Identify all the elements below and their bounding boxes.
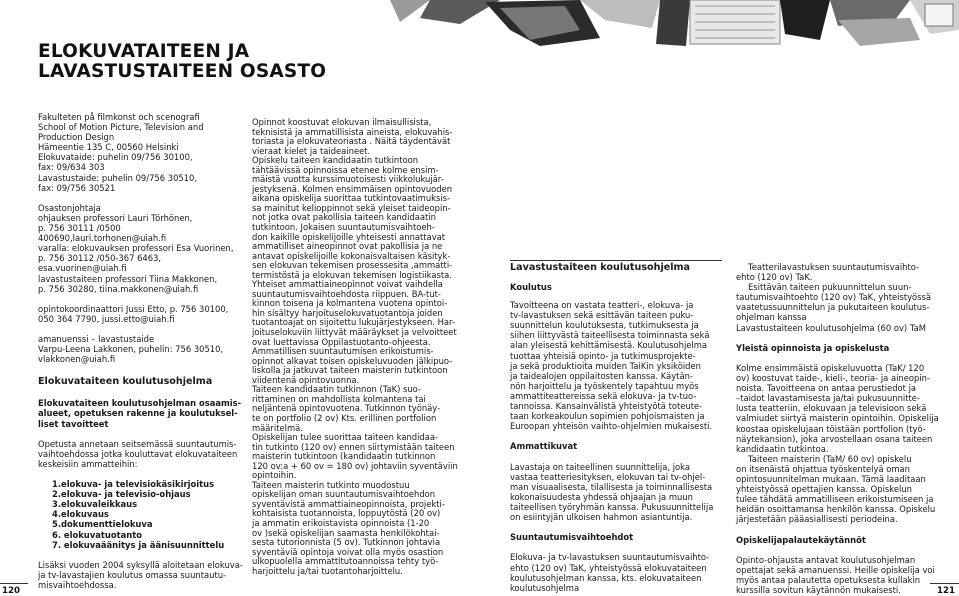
- body-line: näytekansion), joka arvostellaan osana taiteen: [736, 433, 933, 444]
- body-line: suunnittelun koulutuksesta, tutkimuksesta ja: [510, 320, 699, 331]
- contact-line: Osastonjohtaja: [38, 202, 101, 213]
- body-line: termistöstä ja elokuvan tekemisen logistiikasta.: [252, 269, 452, 280]
- coordinator-line: opintokoordinaattori Jussi Etto, p. 756 30100,: [38, 303, 229, 314]
- footer-rule-right: [930, 583, 959, 584]
- intro-line: Opetusta annetaan seitsemässä suuntautumis-: [38, 438, 237, 449]
- subheading-koulutus: Koulutus: [510, 282, 552, 292]
- body-line: tuotantoajat on sijoitettu lukujärjestykseen. Har-: [252, 317, 455, 328]
- subheading-ammattikuvat: Ammattikuvat: [510, 441, 578, 452]
- body-line: Lavastustaiteen koulutusohjelma (60 ov) TaM: [736, 322, 926, 333]
- body-line: tutkintoon. Jokaisen suuntautumisvaihtoeh-: [252, 222, 435, 233]
- page-number-right: 121: [937, 586, 955, 596]
- palaute-paragraph: [736, 555, 952, 595]
- body-line: ammattiteattereissa sekä elokuva- ja tv-tuo-: [510, 390, 697, 401]
- list-item: 1.elokuva- ja televisiokäsikirjoitus: [52, 479, 215, 490]
- body-line: Elokuva- ja tv-lavastuksen suuntautumisvaihto-: [510, 552, 710, 563]
- contact-line: varalla: elokuvauksen professori Esa Vuorinen,: [38, 243, 234, 254]
- body-line: taiteellisen työryhmän kanssa. Pukusuunnittelija: [510, 501, 714, 512]
- contact-line: p. 756 30112 /050-367 6463, esa.vuorinen@uiah.fi: [38, 253, 162, 274]
- address-line: fax: 09/634 303: [38, 162, 105, 173]
- closing-line: ja tv-lavastajien koulutus omassa suuntautu-: [38, 569, 227, 580]
- body-line: teknisistä ja ammatillisista aineista, elokuvahis-: [252, 126, 453, 137]
- body-line: –taidot lavastamisesta ja/tai pukusuunnitte-: [736, 393, 920, 404]
- body-line: myös antaa palautetta opetuksesta kullakin: [736, 574, 921, 585]
- body-line: opinnot alkavat toisen opiskeluvuoden jälkipuo-: [252, 355, 453, 366]
- list-item: 3.elokuvaleikkaus: [52, 499, 138, 510]
- body-line: neljäntenä opintovuotena. Tutkinnon työnäy-: [252, 403, 441, 414]
- page-title: [38, 42, 368, 82]
- body-line: toriasta ja elokuvateoriasta . Näitä täydentävät: [252, 136, 451, 147]
- intro-line: vaihtoehdossa jotka kouluttavat elokuvataiteen: [38, 448, 238, 459]
- list-item: 7. elokuvaäänitys ja äänisuunnittelu: [52, 539, 225, 550]
- body-line: ovat luettavissa Oppilastuotanto-ohjeesta.: [252, 336, 431, 347]
- body-line: määritelmä.: [252, 422, 303, 433]
- body-line: ov) koostuvat taide-, kieli-, teoria- ja aineopin-: [736, 373, 930, 384]
- body-line: ov )sekä opiskelijan saamasta henkilökohtai-: [252, 527, 440, 538]
- body-line: Esittävän taiteen pukuunnittelun suun-: [748, 282, 912, 293]
- body-line: don kaikille opiskelijoille yhteisesti annattavat: [252, 231, 446, 242]
- body-line: Lavastaja on taiteellinen suunnittelija, joka: [510, 461, 690, 472]
- koulutus-paragraph: [510, 300, 728, 431]
- body-line: ulkopuolella ammattitutoannoissa tehty työ-: [252, 556, 439, 567]
- body-line: 120 ov:a + 60 ov = 180 ov) johtaviin syventäviin: [252, 460, 458, 471]
- lead-line: alueet, opetuksen rakenne ja koulutuksel-: [38, 408, 238, 419]
- photo-collage: [390, 0, 959, 52]
- section-heading-film: Elokuvataiteen koulutusohjelma: [38, 376, 213, 388]
- lead-line: Elokuvataiteen koulutusohjelman osaamis-: [38, 398, 242, 409]
- header-photo-strip: [390, 0, 959, 52]
- address-line: Elokuvataide: puhelin 09/756 30100,: [38, 152, 193, 163]
- coordinator-block: [38, 304, 243, 324]
- column-3: [510, 262, 728, 593]
- intro-paragraph: [38, 439, 243, 469]
- body-line: Taiteen kandidaatin tutkinnon (TaK) suo-: [252, 384, 421, 395]
- body-line: man visuaalisesta, tilallisesta ja toiminnallisesta: [510, 481, 713, 492]
- subheading-suuntautumis: Suuntautumisvaihtoehdot: [510, 532, 634, 543]
- body-line: sen elokuvan tekemisen prosessesita ,ammatti-: [252, 260, 453, 271]
- address-block: [38, 112, 243, 193]
- address-line: Lavastustaide: puhelin 09/756 30510,: [38, 172, 198, 183]
- amanuensis-block: [38, 334, 243, 364]
- body-line: on esiintyjän ulkoisen hahmon asiantuntija.: [510, 512, 693, 523]
- address-line: School of Motion Picture, Television and: [38, 122, 204, 133]
- body-line: liskolla ja jatkuvat taiteen maisterin tutkintoon: [252, 365, 448, 376]
- body-line: opintosuunnitelman mukaan. Tämä laaditaan: [736, 473, 926, 484]
- body-line: Ammatillisen suuntautumisen erikoistumis-: [252, 346, 434, 357]
- section-heading-scenography: Lavastustaiteen koulutusohjelma: [510, 262, 691, 273]
- contact-line: ohjauksen professori Lauri Törhönen,: [38, 212, 193, 223]
- footer-rule-left: [0, 583, 28, 584]
- body-line: vaatetussuunnittelun ja pukutaiteen koulutus-: [736, 302, 930, 313]
- body-line: maisterin tutkintoon (kandidaatin tutkinnon: [252, 451, 436, 462]
- body-line: kandidaatin tutkintoa.: [736, 443, 829, 454]
- body-line: tautumisvaihtoehto (120 ov) TaK, yhteistyössä: [736, 292, 932, 303]
- body-line: ehto (120 ov) TaK.: [736, 272, 813, 283]
- closing-paragraph: [38, 560, 243, 590]
- body-line: siihen liittyvästä taiteellisesta toiminnasta sekä: [510, 330, 710, 341]
- body-line: lusta teatteriin, elokuvaan ja televisioon sekä: [736, 403, 927, 414]
- contact-line: p. 756 30280, tiina.makkonen@uiah.fi: [38, 283, 199, 294]
- section-rule: [510, 260, 722, 261]
- body-line: ehto (120 ov) TaK, yhteistyössä elokuvataiteen: [510, 562, 707, 573]
- body-line: koulutusohjelman kanssa, kts. elokuvataiteen: [510, 572, 702, 583]
- address-line: Production Design: [38, 132, 115, 143]
- body-line: syventäviä opintoja voivat olla myös osastion: [252, 546, 444, 557]
- address-line: Fakulteten på filmkonst och scenografi: [38, 112, 200, 122]
- body-line: taan korkeakoulun sopimien pohjoismaisten ja: [510, 411, 705, 422]
- amanuensis-line: amanuenssi – lavastustaide: [38, 334, 155, 345]
- amanuensis-line: vlakkonen@uiah.fi: [38, 354, 116, 365]
- body-line: jestyksenä. Kolmen ensimmäisen opintovuoden: [252, 183, 453, 194]
- address-line: fax: 09/756 30521: [38, 182, 116, 193]
- body-line: kinnon toisena ja kolmantena vuotena opintoi-: [252, 298, 448, 309]
- list-item: 2.elokuva- ja televisio-ohjaus: [52, 489, 191, 500]
- body-line: antavat opiskelijoille kokonaisvaltaisen käsityk-: [252, 250, 451, 261]
- body-line: nön harjoittelu ja työskentely tapahtuu myös: [510, 380, 699, 391]
- column-2: [252, 118, 464, 576]
- body-line: suuntautumisvaihtoehdosta riippuen. BA-tut-: [252, 288, 441, 299]
- body-line: on itsenäistä ohjattua työskentelyä oman: [736, 463, 910, 474]
- body-line: Euroopan yhteisön vaihto-ohjelmien mukaisesti.: [510, 421, 713, 432]
- body-line: Opinnot koostuvat elokuvan ilmaisullisista,: [252, 117, 432, 127]
- col4-top-paragraph: [736, 262, 952, 333]
- body-line: järjestetään pääasiallisesti periodeina.: [736, 514, 898, 525]
- body-line: kokonaisuudesta yhdessä ohjaajan ja muun: [510, 491, 693, 502]
- body-line: tv-lavastuksen sekä esittävän taiteen puku-: [510, 310, 694, 321]
- body-line: koostaa opiskelujaan töistään portfolion (työ-: [736, 423, 926, 434]
- body-line: Yhteiset ammattiaineopinnot voivat vaihdella: [252, 279, 443, 290]
- body-line: opiskelijan oman suuntautumisvaihtoehdon: [252, 489, 436, 500]
- body-line: Opinto-ohjausta antavat koulutusohjelman: [736, 554, 916, 565]
- body-line: Kolme ensimmäistä opiskeluvuotta (TaK/ 120: [736, 362, 925, 373]
- body-line: yhteistyössä opettajien kanssa. Opiskelun: [736, 484, 912, 495]
- body-line: kohtaisista tuotannoista, loppuytöstä (20 ov): [252, 508, 441, 519]
- contact-line: lavastustaiteen professori Tiina Makkonen,: [38, 273, 218, 284]
- list-item: 5.dokumenttielokuva: [52, 519, 153, 530]
- body-line: kurssilla sovitun käytännön mukaisesti.: [736, 585, 901, 595]
- body-line: sa mainitut kelioppinnot sekä yleiset taideopin-: [252, 202, 451, 213]
- body-line: vastaa teatteriesityksen, elokuvan tai tv-ohjel-: [510, 471, 706, 482]
- column-4: [736, 262, 952, 595]
- body-line: tannoissa. Kansainvälistä yhteistyötä toteute-: [510, 401, 703, 412]
- body-line: alan yleisestä kehittämisestä. Koulutusohjelma: [510, 340, 708, 351]
- contacts-block: [38, 203, 243, 294]
- lead-line: liset tavoitteet: [38, 418, 109, 429]
- body-line: Tavoitteena on vastata teatteri-, elokuva- ja: [510, 300, 694, 311]
- body-line: ammatilliset aineopinnot ovat pakollisia ja ne: [252, 241, 443, 252]
- body-line: opettajat sekä amanuenssi. Heille opiskelija voi: [736, 564, 935, 575]
- body-line: tulee tähdätä ammatilliseen erikoistumiseen ja: [736, 494, 934, 505]
- body-line: aikana opiskelija suorittaa tutkintovaatimuksis-: [252, 193, 451, 204]
- closing-line: Lisäksi vuoden 2004 syksyllä aloitetaan elokuva-: [38, 559, 243, 570]
- yleista-paragraph: [736, 363, 952, 525]
- body-line: opintoihin.: [252, 470, 297, 481]
- body-line: ohjelman kanssa: [736, 312, 807, 323]
- body-line: vieraat kielet ja taideaineet.: [252, 145, 371, 156]
- body-line: ja sekä produktioita muiden TaiKin yksiköiden: [510, 360, 701, 371]
- body-line: te on portfolio (2 ov) Kts. erillinen portfolion: [252, 412, 437, 423]
- suunta-paragraph: [510, 552, 728, 592]
- body-line: Opiskelijan tulee suorittaa taiteen kandidaa-: [252, 432, 439, 443]
- closing-line: misvaihtoehdossa.: [38, 580, 117, 591]
- contact-line: p. 756 30111 /0500 400690,lauri.torhonen@uiah.fi: [38, 223, 167, 244]
- body-line: Taiteen maisterin (TaM/ 60 ov) opiskelu: [748, 453, 912, 464]
- body-line: valmiudet siirtyä maisterin opintoihin. Opiskelija: [736, 413, 939, 424]
- column-1: [38, 112, 243, 590]
- body-line: heidän osoittamansa henkilön kanssa. Opiskelu: [736, 504, 936, 515]
- body-line: sesta tutorionnista (5 ov). Tutkinnon johtavia: [252, 537, 441, 548]
- body-line: koulutusohjelma: [510, 582, 580, 593]
- body-line: hin sisältyy harjoituselokuvatuotantoja joiden: [252, 307, 443, 318]
- body-line: viidentenä opintovuonna.: [252, 374, 360, 385]
- amanuensis-line: Varpu-Leena Lakkonen, puhelin: 756 30510,: [38, 344, 224, 355]
- body-line: Opiskelu taiteen kandidaatin tutkintoon: [252, 155, 419, 166]
- specialization-list: [38, 479, 243, 550]
- body-line: ja taidealojen oppilaitosten kanssa. Käytän-: [510, 370, 693, 381]
- body-line: ja ammatin erikoistavista opinnoista (1-20: [252, 517, 430, 528]
- ammatti-paragraph: [510, 462, 728, 523]
- body-line: mäistä vuotta kurssimuotoisesti viikkolukujär-: [252, 174, 444, 185]
- subheading-palaute: Opiskelijapalautekäytännöt: [736, 534, 866, 545]
- body-line: noista. Tavoitteena on antaa perustiedot ja: [736, 383, 917, 394]
- body-line: tin tutkinto (120 ov) ennen siirtymistään taiteen: [252, 441, 455, 452]
- list-item: 4.elokuvaus: [52, 509, 109, 520]
- intro-line: keskeisiin ammatteihin:: [38, 458, 138, 469]
- body-line: rittaminen on mahdollista kolmantena tai: [252, 393, 426, 404]
- body-line: not jotka ovat pakollisia taiteen kandidaatin: [252, 212, 436, 223]
- lead-heading: [38, 398, 243, 428]
- body-line: tähtäävissä opinnoissa etenee kolme ensim-: [252, 164, 439, 175]
- title-line-2: LAVASTUSTAITEEN OSASTO: [38, 61, 327, 82]
- list-item: 6. elokuvatuotanto: [52, 529, 142, 540]
- address-line: Hämeentie 135 C, 00560 Helsinki: [38, 142, 179, 153]
- coordinator-line: 050 364 7790, jussi.etto@uiah.fi: [38, 313, 175, 324]
- body-line: harjoittelu ja/tai tuotantoharjoittelu.: [252, 565, 403, 576]
- page-number-left: 120: [2, 586, 20, 596]
- body-line: tuottaa yhteisiä opinto- ja tutkimusprojekte-: [510, 350, 696, 361]
- subheading-yleista: Yleistä opinnoista ja opiskelusta: [736, 342, 890, 353]
- title-line-1: ELOKUVATAITEEN JA: [38, 41, 250, 62]
- body-line: syventävistä ammattiaineopinnoista, projekti-: [252, 498, 445, 509]
- body-line: Taiteen maisterin tutkinto muodostuu: [252, 479, 410, 490]
- body-line: Teatterilavastuksen suuntautumisvaihto-: [748, 262, 920, 272]
- body-line: joituselokuviin liittyvät määräykset ja velvoitteet: [252, 327, 457, 338]
